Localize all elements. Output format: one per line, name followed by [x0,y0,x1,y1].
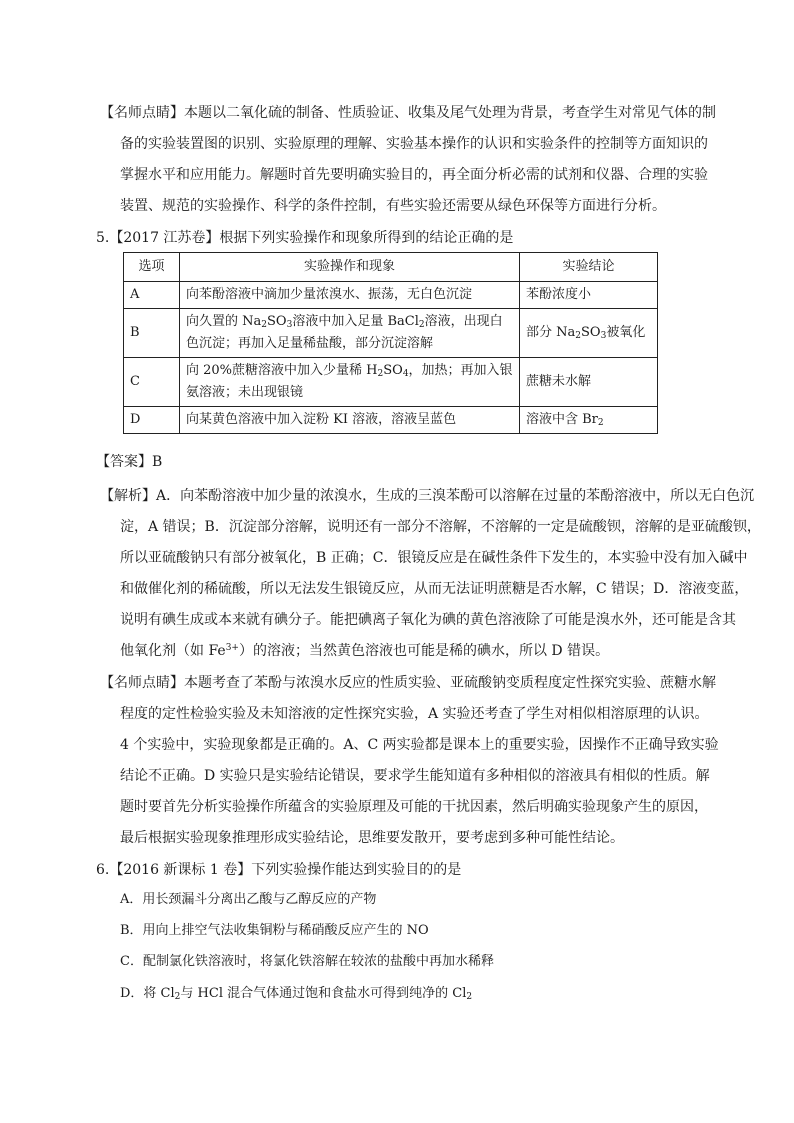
experiment-table [123,252,658,434]
analysis-line: 【解析】A．向苯酚溶液中加少量的浓溴水，生成的三溴苯酚可以溶解在过量的苯酚溶液中，所以无白色沉 [100,488,755,504]
row-operation: 向某黄色溶液中加入淀粉 KI 溶液，溶液呈蓝色 [180,407,520,434]
row-conclusion: 溶液中含 $Br_2$ [520,407,658,434]
header-conclusion: 实验结论 [520,253,658,282]
note-q5-line: 程度的定性检验实验及未知溶液的定性探究实验，A 实验还考查了学生对相似相溶原理的认识。 [120,706,709,722]
row-operation: 向 20%蔗糖溶液中加入少量稀 $H_2SO_4$，加热；再加入银氨溶液；未出现银镜 [180,358,520,407]
table-row [124,309,658,358]
note-q5-line: 题时要首先分析实验操作所蕴含的实验原理及可能的干扰因素，然后明确实验现象产生的原因， [120,799,708,815]
analysis-line: 淀，A 错误；B．沉淀部分溶解，说明还有一部分不溶解，不溶解的一定是硫酸钡，溶解的是亚硫酸钡， [120,519,761,535]
option-d: D．将 $Cl_2$与 HCl 混合气体通过饱和食盐水可得到纯净的 $Cl_2$ [120,986,473,1002]
question-5-title: 5.【2017 江苏卷】根据下列实验操作和现象所得到的结论正确的是 [96,230,514,246]
analysis-line: 所以亚硫酸钠只有部分被氧化，B 正确；C．银镜反应是在碱性条件下发生的，本实验中没有加入碱中 [120,550,748,566]
note-top-line: 掌握水平和应用能力。解题时首先要明确实验目的，再全面分析必需的试剂和仪器、合理的实验 [120,167,708,183]
row-option: C [124,358,180,407]
note-top-line: 装置、规范的实验操作、科学的条件控制，有些实验还需要从绿色环保等方面进行分析。 [120,198,666,214]
table-row [124,407,658,434]
row-conclusion: 蔗糖未水解 [520,358,658,407]
row-operation: 向久置的 $Na_2SO_3$溶液中加入足量 BaCl$_2$溶液，出现白色沉淀；再加入足量稀盐酸，部分沉淀溶解 [180,309,520,358]
note-q5-line: 4 个实验中，实验现象都是正确的。A、C 两实验都是课本上的重要实验，因操作不正确导致实验 [120,737,719,753]
note-top-line: 【名师点睛】本题以二氧化硫的制备、性质验证、收集及尾气处理为背景，考查学生对常见气体的制 [100,105,716,121]
note-top-line: 备的实验装置图的识别、实验原理的理解、实验基本操作的认识和实验条件的控制等方面知识的 [120,136,708,152]
option-b: B．用向上排空气法收集铜粉与稀硝酸反应产生的 NO [120,923,429,938]
table-header-row [124,253,658,282]
row-option: D [124,407,180,434]
row-conclusion: 苯酚浓度小 [520,282,658,309]
analysis-line: 他氧化剂（如 $Fe^{3+}$）的溶液；当然黄色溶液也可能是稀的碘水，所以 D 错误。 [120,643,610,659]
note-top [0,98,794,222]
row-option: B [124,309,180,358]
answer-line: 【答案】B [96,454,163,470]
option-a: A．用长颈漏斗分离出乙酸与乙醇反应的产物 [120,892,377,907]
analysis-line: 和做催化剂的稀硫酸，所以无法发生银镜反应，从而无法证明蔗糖是否水解，C 错误；D．溶液变蓝， [120,581,749,597]
analysis [0,481,794,667]
note-q5-line: 结论不正确。D 实验只是实验结论错误，要求学生能知道有多种相似的溶液具有相似的性质。解 [120,768,710,784]
note-q5 [0,668,794,854]
question-6-title: 6.【2016 新课标 1 卷】下列实验操作能达到实验目的的是 [96,862,462,878]
option-c: C．配制氯化铁溶液时，将氯化铁溶解在较浓的盐酸中再加水稀释 [120,954,494,969]
table-row [124,358,658,407]
analysis-line: 说明有碘生成或本来就有碘分子。能把碘离子氧化为碘的黄色溶液除了可能是溴水外，还可能是含其 [120,612,736,628]
note-q5-line: 【名师点睛】本题考查了苯酚与浓溴水反应的性质实验、亚硫酸钠变质程度定性探究实验、蔗糖水解 [100,675,716,691]
table-row [124,282,658,309]
header-option: 选项 [124,253,180,282]
row-conclusion: 部分 $Na_2SO_3$被氧化 [520,309,658,358]
header-operation: 实验操作和现象 [180,253,520,282]
row-option: A [124,282,180,309]
note-q5-line: 最后根据实验现象推理形成实验结论，思维要发散开，要考虑到多种可能性结论。 [120,830,624,846]
row-operation: 向苯酚溶液中滴加少量浓溴水、振荡，无白色沉淀 [180,282,520,309]
